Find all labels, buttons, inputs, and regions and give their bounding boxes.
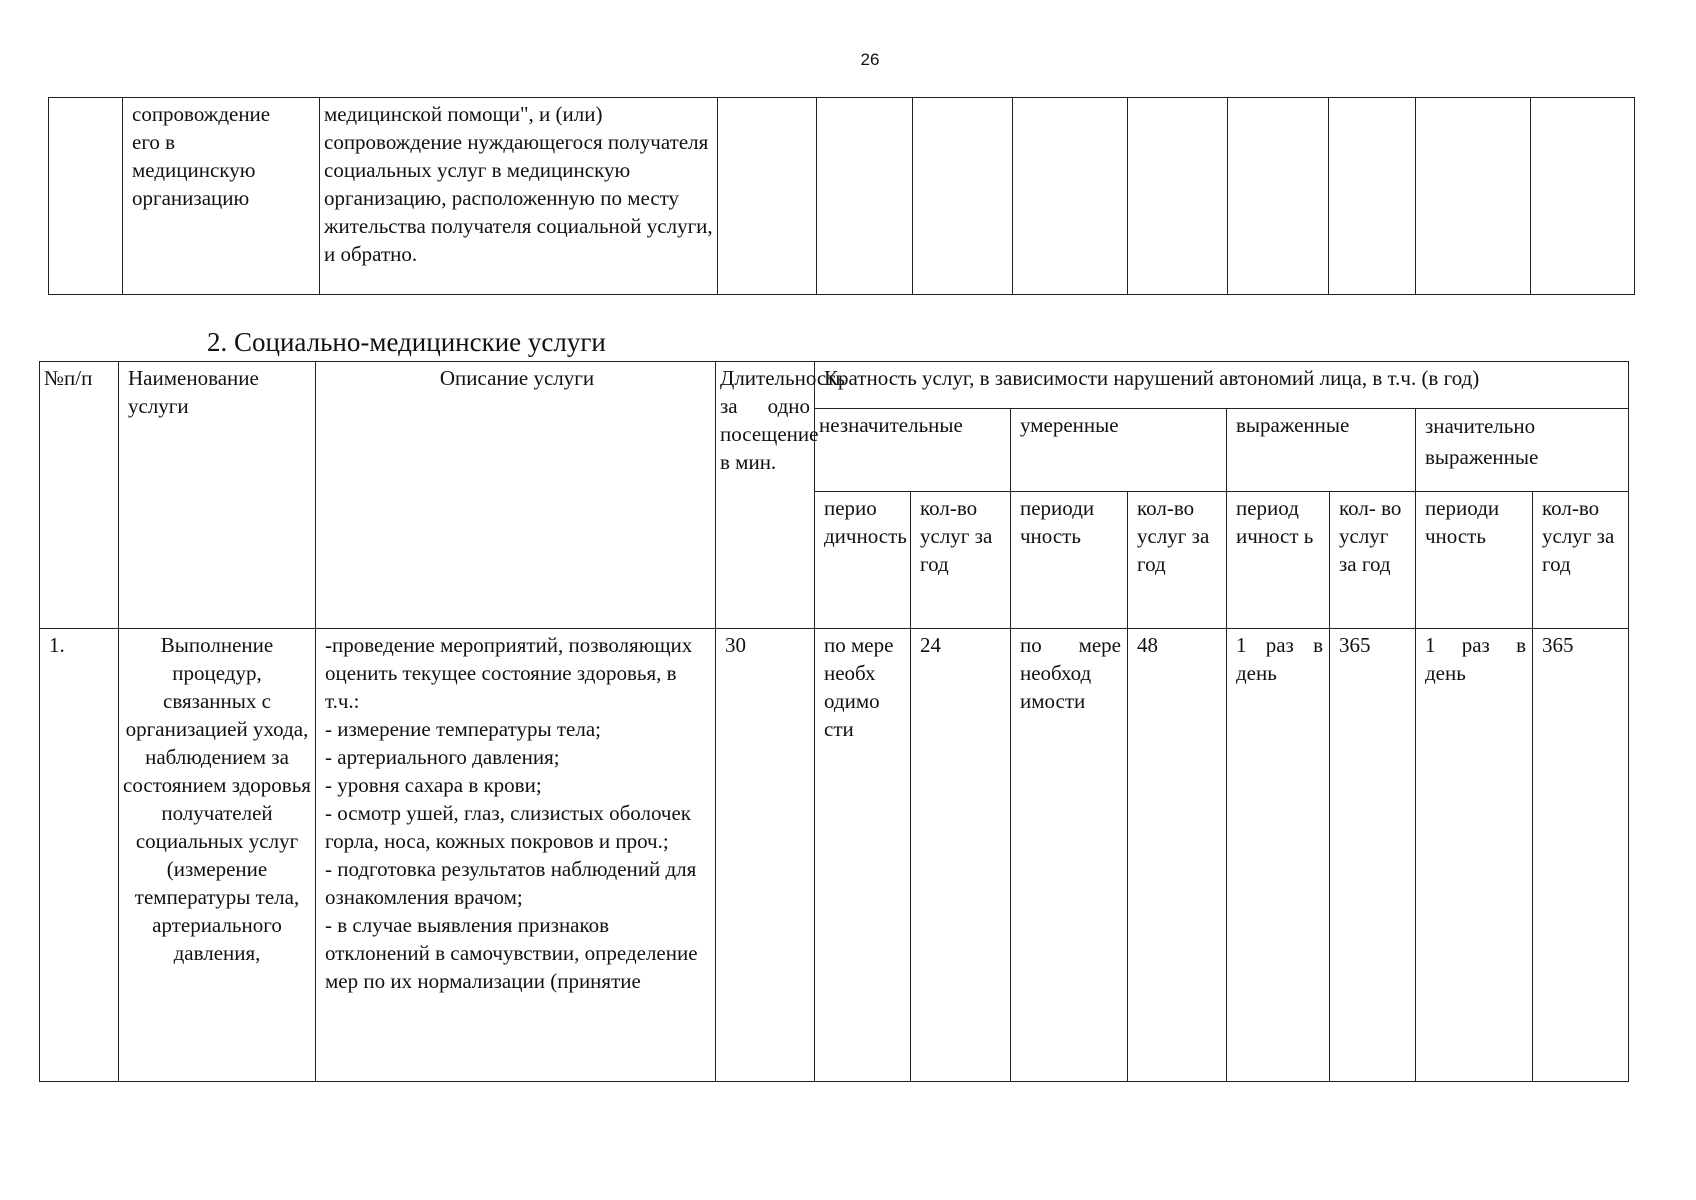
row-value: 1 раз в день (1416, 629, 1533, 1082)
table-row (49, 98, 1635, 295)
row-description: -проведение мероприятий, позволяющих оценить текущее состояние здоровья, в т.ч.: - измерение температуры тела; - артериального давления; - уровня сахара в крови; - осмотр ушей, глаз, слизистых оболочек горла, носа, кожных покровов и проч.; - подготовка результатов наблюдений для ознакомления врачом; - в случае выявления признаков отклонений в самочувствии, определение мер по их нормализации (принятие (316, 629, 716, 1082)
row-value: 48 (1128, 629, 1227, 1082)
header-frequency: Кратность услуг, в зависимости нарушений автономий лица, в т.ч. (в год) (815, 362, 1629, 409)
table-row (40, 629, 1629, 1082)
header-num: №п/п (40, 362, 119, 629)
header-name: Наименование услуги (119, 362, 316, 629)
header-sub-count: кол-во услуг за год (911, 492, 1011, 629)
header-sub-count: кол- во услуг за год (1330, 492, 1416, 629)
table-cell (1228, 98, 1329, 295)
row-value: 1 раз в день (1227, 629, 1330, 1082)
row-value: 365 (1330, 629, 1416, 1082)
services-table (39, 361, 1629, 1082)
table-cell (49, 98, 123, 295)
row-name: Выполнение процедур, связанных с организацией ухода, наблюдением за состоянием здоровья получателей социальных услуг (измерение температуры тела, артериального давления, (119, 629, 316, 1082)
header-sub-count: кол-во услуг за год (1128, 492, 1227, 629)
header-description: Описание услуги (316, 362, 716, 629)
table-cell (1416, 98, 1531, 295)
header-group-severe: значительно выраженные (1416, 409, 1629, 492)
row-value: по мере необход имости (1011, 629, 1128, 1082)
header-duration: Длительность за одно посещение в мин. (716, 362, 815, 629)
service-description-cell: медицинской помощи", и (или) сопровождение нуждающегося получателя социальных услуг в медицинскую организацию, расположенную по месту жительства получателя социальной услуги, и обратно. (320, 98, 718, 295)
header-group-moderate: умеренные (1011, 409, 1227, 492)
header-sub-periodicity: периоди чность (1416, 492, 1533, 629)
row-num: 1. (40, 629, 119, 1082)
header-sub-count: кол-во услуг за год (1533, 492, 1629, 629)
row-value: 24 (911, 629, 1011, 1082)
section-title: 2. Социально-медицинские услуги (207, 327, 606, 357)
row-duration: 30 (716, 629, 815, 1082)
table-cell (1013, 98, 1128, 295)
row-value: по мере необх одимо сти (815, 629, 911, 1082)
header-group-expressed: выраженные (1227, 409, 1416, 492)
table-cell (1128, 98, 1228, 295)
header-group-minor: незначительные (815, 409, 1011, 492)
table-cell (1329, 98, 1416, 295)
row-value: 365 (1533, 629, 1629, 1082)
header-sub-periodicity: периоди чность (1011, 492, 1128, 629)
table-header-row (40, 362, 1629, 409)
header-sub-periodicity: период ичност ь (1227, 492, 1330, 629)
service-name-cell: сопровождение его в медицинскую организацию (123, 98, 320, 295)
previous-page-table (48, 97, 1635, 295)
table-cell (718, 98, 817, 295)
table-cell (817, 98, 913, 295)
header-sub-periodicity: перио дичность (815, 492, 911, 629)
table-cell (1531, 98, 1635, 295)
table-cell (913, 98, 1013, 295)
page-number: 26 (860, 50, 880, 69)
